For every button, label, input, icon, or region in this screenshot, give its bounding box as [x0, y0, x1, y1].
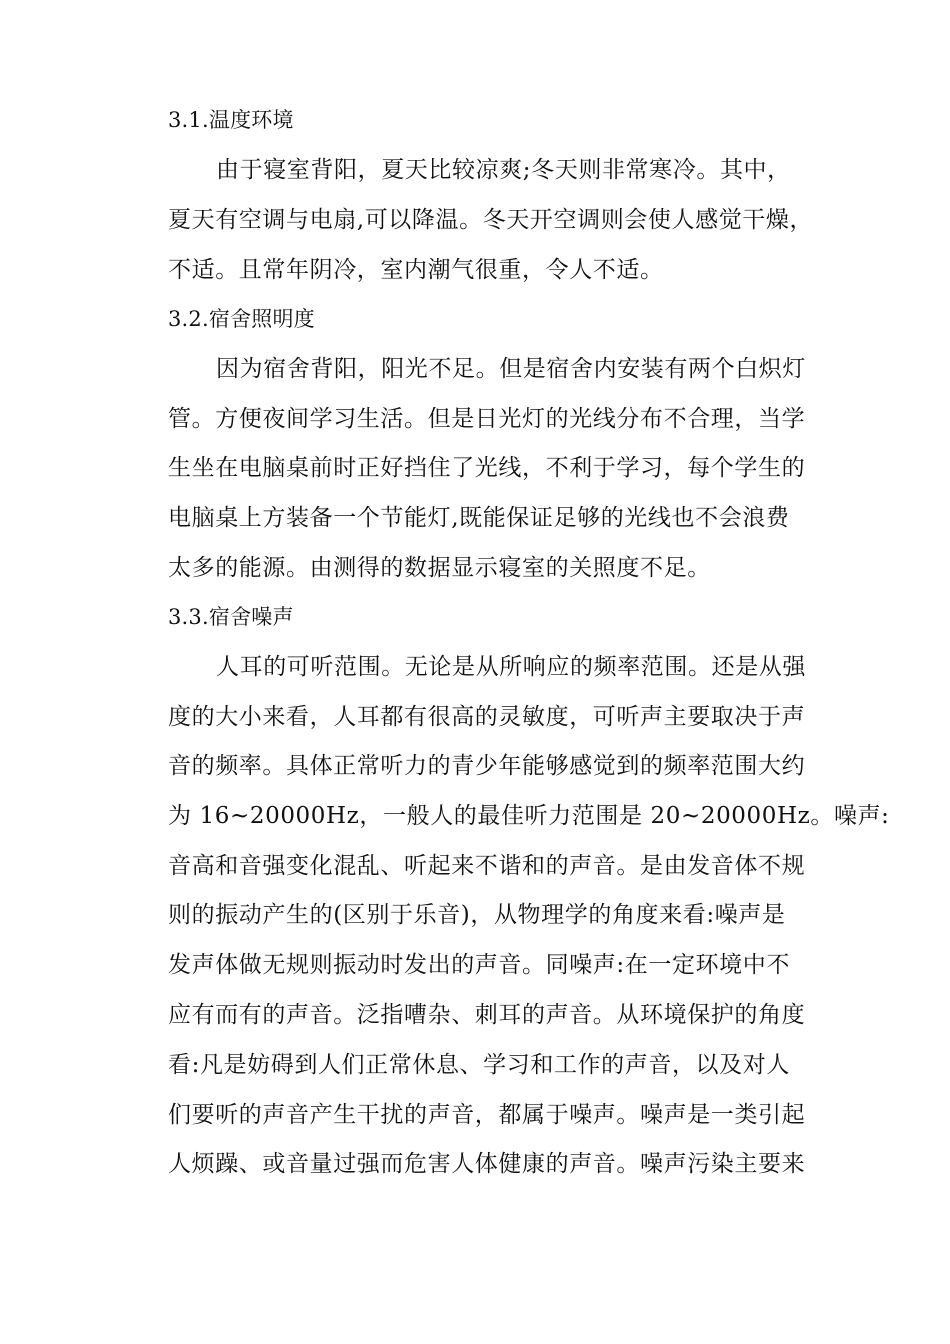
- paragraph-line: 人耳的可听范围。无论是从所响应的频率范围。还是从强: [216, 654, 806, 680]
- paragraph-line: 应有而有的声音。泛指嘈杂、刺耳的声音。从环境保护的角度: [168, 1002, 806, 1028]
- paragraph-line: 则的振动产生的(区别于乐音)，从物理学的角度来看:噪声是: [168, 902, 786, 928]
- paragraph-line: 因为宿舍背阳，阳光不足。但是宿舍内安装有两个白炽灯: [216, 356, 806, 382]
- section-heading-lighting: 3.2.宿舍照明度: [168, 307, 315, 331]
- paragraph-line: 为 16~20000Hz，一般人的最佳听力范围是 20~20000Hz。噪声:: [168, 803, 890, 829]
- paragraph-line: 太多的能源。由测得的数据显示寝室的关照度不足。: [168, 555, 711, 581]
- paragraph-line: 音的频率。具体正常听力的青少年能够感觉到的频率范围大约: [168, 753, 806, 779]
- section-heading-noise: 3.3.宿舍噪声: [168, 605, 294, 629]
- paragraph-line: 们要听的声音产生干扰的声音，都属于噪声。噪声是一类引起: [168, 1102, 806, 1128]
- section-heading-temperature: 3.1.温度环境: [168, 108, 294, 132]
- paragraph-line: 由于寝室背阳，夏天比较凉爽;冬天则非常寒冷。其中，: [216, 157, 791, 183]
- paragraph-line: 夏天有空调与电扇,可以降温。冬天开空调则会使人感觉干燥，: [168, 207, 814, 233]
- paragraph-line: 生坐在电脑桌前时正好挡住了光线，不利于学习，每个学生的: [168, 455, 806, 481]
- paragraph-line: 看:凡是妨碍到人们正常休息、学习和工作的声音，以及对人: [168, 1052, 790, 1078]
- paragraph-line: 人烦躁、或音量过强而危害人体健康的声音。噪声污染主要来: [168, 1151, 806, 1177]
- paragraph-line: 度的大小来看，人耳都有很高的灵敏度，可听声主要取决于声: [168, 704, 806, 730]
- paragraph-line: 音高和音强变化混乱、听起来不谐和的声音。是由发音体不规: [168, 853, 806, 879]
- paragraph-line: 电脑桌上方装备一个节能灯,既能保证足够的光线也不会浪费: [168, 505, 790, 531]
- paragraph-line: 管。方便夜间学习生活。但是日光灯的光线分布不合理，当学: [168, 406, 806, 432]
- paragraph-line: 发声体做无规则振动时发出的声音。同噪声:在一定环境中不: [168, 952, 790, 978]
- paragraph-line: 不适。且常年阴冷，室内潮气很重，令人不适。: [168, 257, 664, 283]
